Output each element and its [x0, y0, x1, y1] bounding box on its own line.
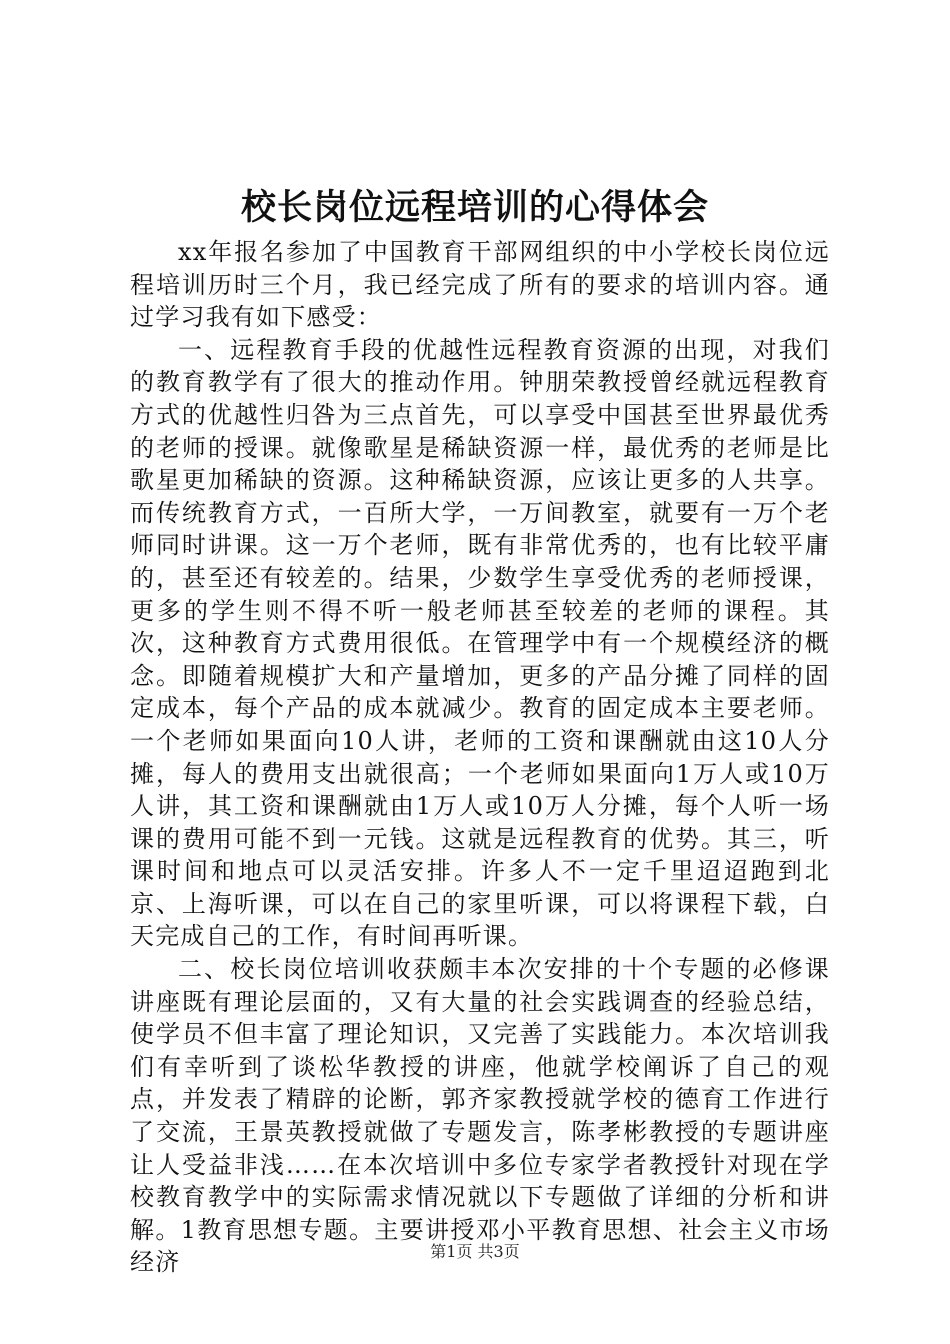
document-title: 校长岗位远程培训的心得体会 [240, 187, 709, 228]
paragraph-section-two: 二、校长岗位培训收获颇丰本次安排的十个专题的必修课讲座既有理论层面的，又有大量的社会实践调查的经验总结，使学员不但丰富了理论知识，又完善了实践能力。本次培训我们有幸听到了谈松华教授的讲座，他就学校阐诉了自己的观点，并发表了精辟的论断，郭齐家教授就学校的德育工作进行了交流，王景英教授就做了专题发言，陈孝彬教授的专题讲座让人受益非浅……在本次培训中多位专家学者教授针对现在学校教育教学中的实际需求情况就以下专题做了详细的分析和讲解。1教育思想专题。主要讲授邓小平教育思想、社会主义市场经济 [130, 955, 830, 1277]
document-body [130, 236, 830, 1279]
paragraph-section-one: 一、远程教育手段的优越性远程教育资源的出现，对我们的教育教学有了很大的推动作用。钟朋荣教授曾经就远程教育方式的优越性归咎为三点首先，可以享受中国甚至世界最优秀的老师的授课。就像歌星是稀缺资源一样，最优秀的老师是比歌星更加稀缺的资源。这种稀缺资源，应该让更多的人共享。而传统教育方式，一百所大学，一万间教室，就要有一万个老师同时讲课。这一万个老师，既有非常优秀的，也有比较平庸的，甚至还有较差的。结果，少数学生享受优秀的老师授课，更多的学生则不得不听一般老师甚至较差的老师的课程。其次，这种教育方式费用很低。在管理学中有一个规模经济的概念。即随着规模扩大和产量增加，更多的产品分摊了同样的固定成本，每个产品的成本就减少。教育的固定成本主要老师。一个老师如果面向10人讲，老师的工资和课酬就由这10人分摊，每人的费用支出就很高；一个老师如果面向1万人或10万人讲，其工资和课酬就由1万人或10万人分摊，每个人听一场课的费用可能不到一元钱。这就是远程教育的优势。其三，听课时间和地点可以灵活安排。许多人不一定千里迢迢跑到北京、上海听课，可以在自己的家里听课，可以将课程下载，白天完成自己的工作，有时间再听课。 [130, 335, 830, 951]
paragraph-intro: xx年报名参加了中国教育干部网组织的中小学校长岗位远程培训历时三个月，我已经完成了所有的要求的培训内容。通过学习我有如下感受： [130, 238, 830, 332]
page-number-footer: 第1页 共3页 [430, 1242, 520, 1261]
